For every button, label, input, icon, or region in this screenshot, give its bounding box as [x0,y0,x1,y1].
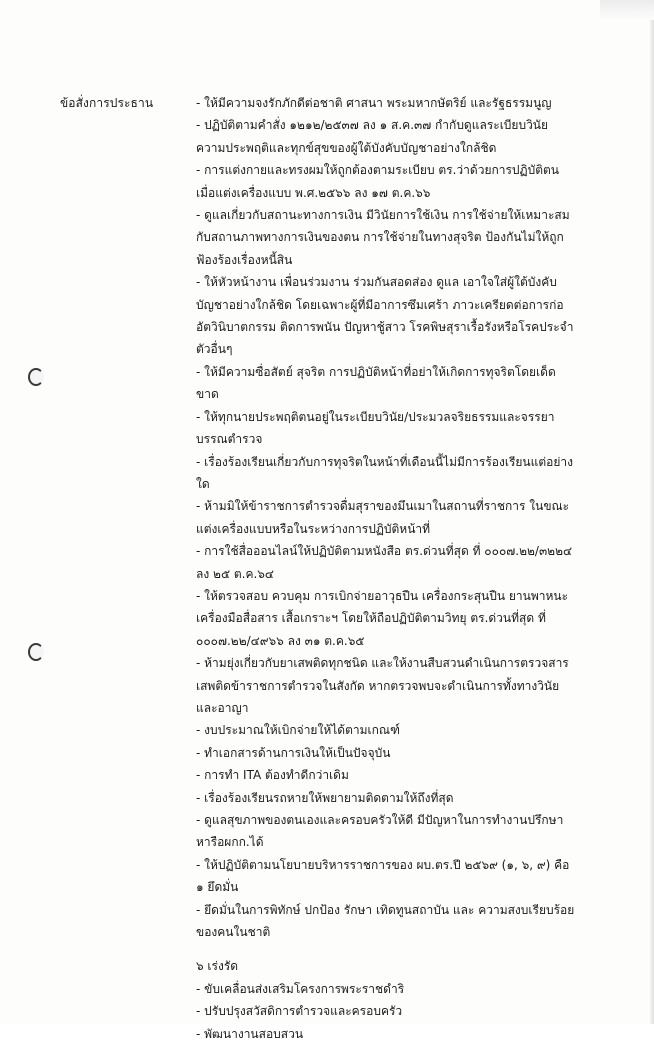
directive-item: - ห้ามยุ่งเกี่ยวกับยาเสพติดทุกชนิด และให้งานสืบสวนดำเนินการตรวจสารเสพติดข้าราชการตำรวจในสังกัด หากตรวจพบจะดำเนินการทั้งทางวินัยและอาญา [196,656,569,715]
group-item: - ปรับปรุงสวัสดิการตำรวจและครอบครัว [196,1004,403,1019]
directive-item: - ดูแลสุขภาพของตนเองและครอบครัวให้ดี มีปัญหาในการทำงานปรึกษาหารือผกก.ได้ [196,813,564,850]
directive-item: - ให้ปฏิบัติตามนโยบายบริหารราชการของ ผบ.ตร.ปี ๒๕๖๙ (๑, ๖, ๙) คือ [196,857,570,872]
directive-item: - ดูแลเกี่ยวกับสถานะทางการเงิน มีวินัยการใช้เงิน การใช้จ่ายให้เหมาะสมกับสถานภาพทางการเงินของตน การใช้จ่ายในทางสุจริต ป้องกันไม่ให้ถูกฟ้องร้องเรื่องหนี้สิน [196,208,570,267]
directive-item: - ให้มีความซื่อสัตย์ สุจริต การปฏิบัติหน้าที่อย่าให้เกิดการทุจริตโดยเด็ดขาด [196,364,556,402]
directive-item: - งบประมาณให้เบิกจ่ายให้ได้ตามเกณฑ์ [196,723,400,738]
directive-item: - ให้หัวหน้างาน เพื่อนร่วมงาน ร่วมกันสอดส่อง ดูแล เอาใจใส่ผู้ใต้บังคับบัญชาอย่างใกล้ชิด โดยเฉพาะผู้ที่มีอาการซึมเศร้า ภาวะเครียดต่อการก่ออัตวินิบาตกรรม ติดการพนัน ปัญหาชู้สาว โรคพิษสุราเรื้อรังหรือโรคประจำตัวอื่นๆ [196,275,574,357]
spacer [196,943,576,955]
group-heading: ๖ เร่งรัด [196,959,239,974]
directive-item: ๑ ยึดมั่น [196,880,239,895]
directive-item: - ทำเอกสารด้านการเงินให้เป็นปัจจุบัน [196,745,391,760]
scan-edge [650,0,654,1024]
group-item: - พัฒนางานสอบสวน [196,1026,304,1041]
directive-item: - การใช้สื่อออนไลน์ให้ปฏิบัติตามหนังสือ ตร.ด่วนที่สุด ที่ ๐๐๐๗.๒๒/๓๒๒๔ ลง ๒๕ ต.ค.๖๔ [196,544,573,581]
scan-shadow [600,0,654,20]
directive-item: - เรื่องร้องเรียนเกี่ยวกับการทุจริตในหน้าที่เดือนนี้ไม่มีการร้องเรียนแต่อย่างใด [196,454,573,491]
directive-item: - ปฏิบัติตามคำสั่ง ๑๒๑๒/๒๕๓๗ ลง ๑ ส.ค.๓๗ กำกับดูแลระเบียบวินัย ความประพฤติและทุกข์สุขของผู้ใต้บังคับบัญชาอย่างใกล้ชิด [196,118,549,155]
directive-item: - การแต่งกายและทรงผมให้ถูกต้องตามระเบียบ ตร.ว่าด้วยการปฏิบัติตนเมื่อแต่งเครื่องแบบ พ.ศ.๒๕๖๖ ลง ๑๗ ต.ค.๖๖ [196,163,559,200]
directive-item: - การทำ ITA ต้องทำดีกว่าเดิม [196,768,349,783]
punch-hole [28,643,44,661]
directive-item: - ให้มีความจงรักภักดีต่อชาติ ศาสนา พระมหากษัตริย์ และรัฐธรรมนูญ [196,96,552,110]
punch-hole [28,368,44,386]
directive-item: - ให้ทุกนายประพฤติตนอยู่ในระเบียบวินัย/ประมวลจริยธรรมและจรรยาบรรณตำรวจ [196,409,555,447]
directive-item: - ห้ามมิให้ข้าราชการตำรวจดื่มสุราของมึนเมาในสถานที่ราชการ ในขณะแต่งเครื่องแบบหรือในระหว่างการปฏิบัติหน้าที่ [196,499,570,536]
directive-item: - ยึดมั่นในการพิทักษ์ ปกป้อง รักษา เทิดทูนสถาบัน และ ความสงบเรียบร้อยของคนในชาติ [196,902,575,940]
directive-item: - เรื่องร้องเรียนรถหายให้พยายามติดตามให้ถึงที่สุด [196,790,454,805]
directive-item: - ให้ตรวจสอบ ควบคุม การเบิกจ่ายอาวุธปืน เครื่องกระสุนปืน ยานพาหนะ เครื่องมือสื่อสาร เสื้อเกราะฯ โดยให้ถือปฏิบัติตามวิทยุ ตร.ด่วนที่สุด ที่ ๐๐๐๗.๒๒/๔๙๖๖ ลง ๓๑ ต.ค.๖๕ [196,588,569,648]
section-label: ข้อสั่งการประธาน [60,96,154,110]
directives-list [196,92,576,1045]
group-item: - ขับเคลื่อนส่งเสริมโครงการพระราชดำริ [196,981,405,996]
